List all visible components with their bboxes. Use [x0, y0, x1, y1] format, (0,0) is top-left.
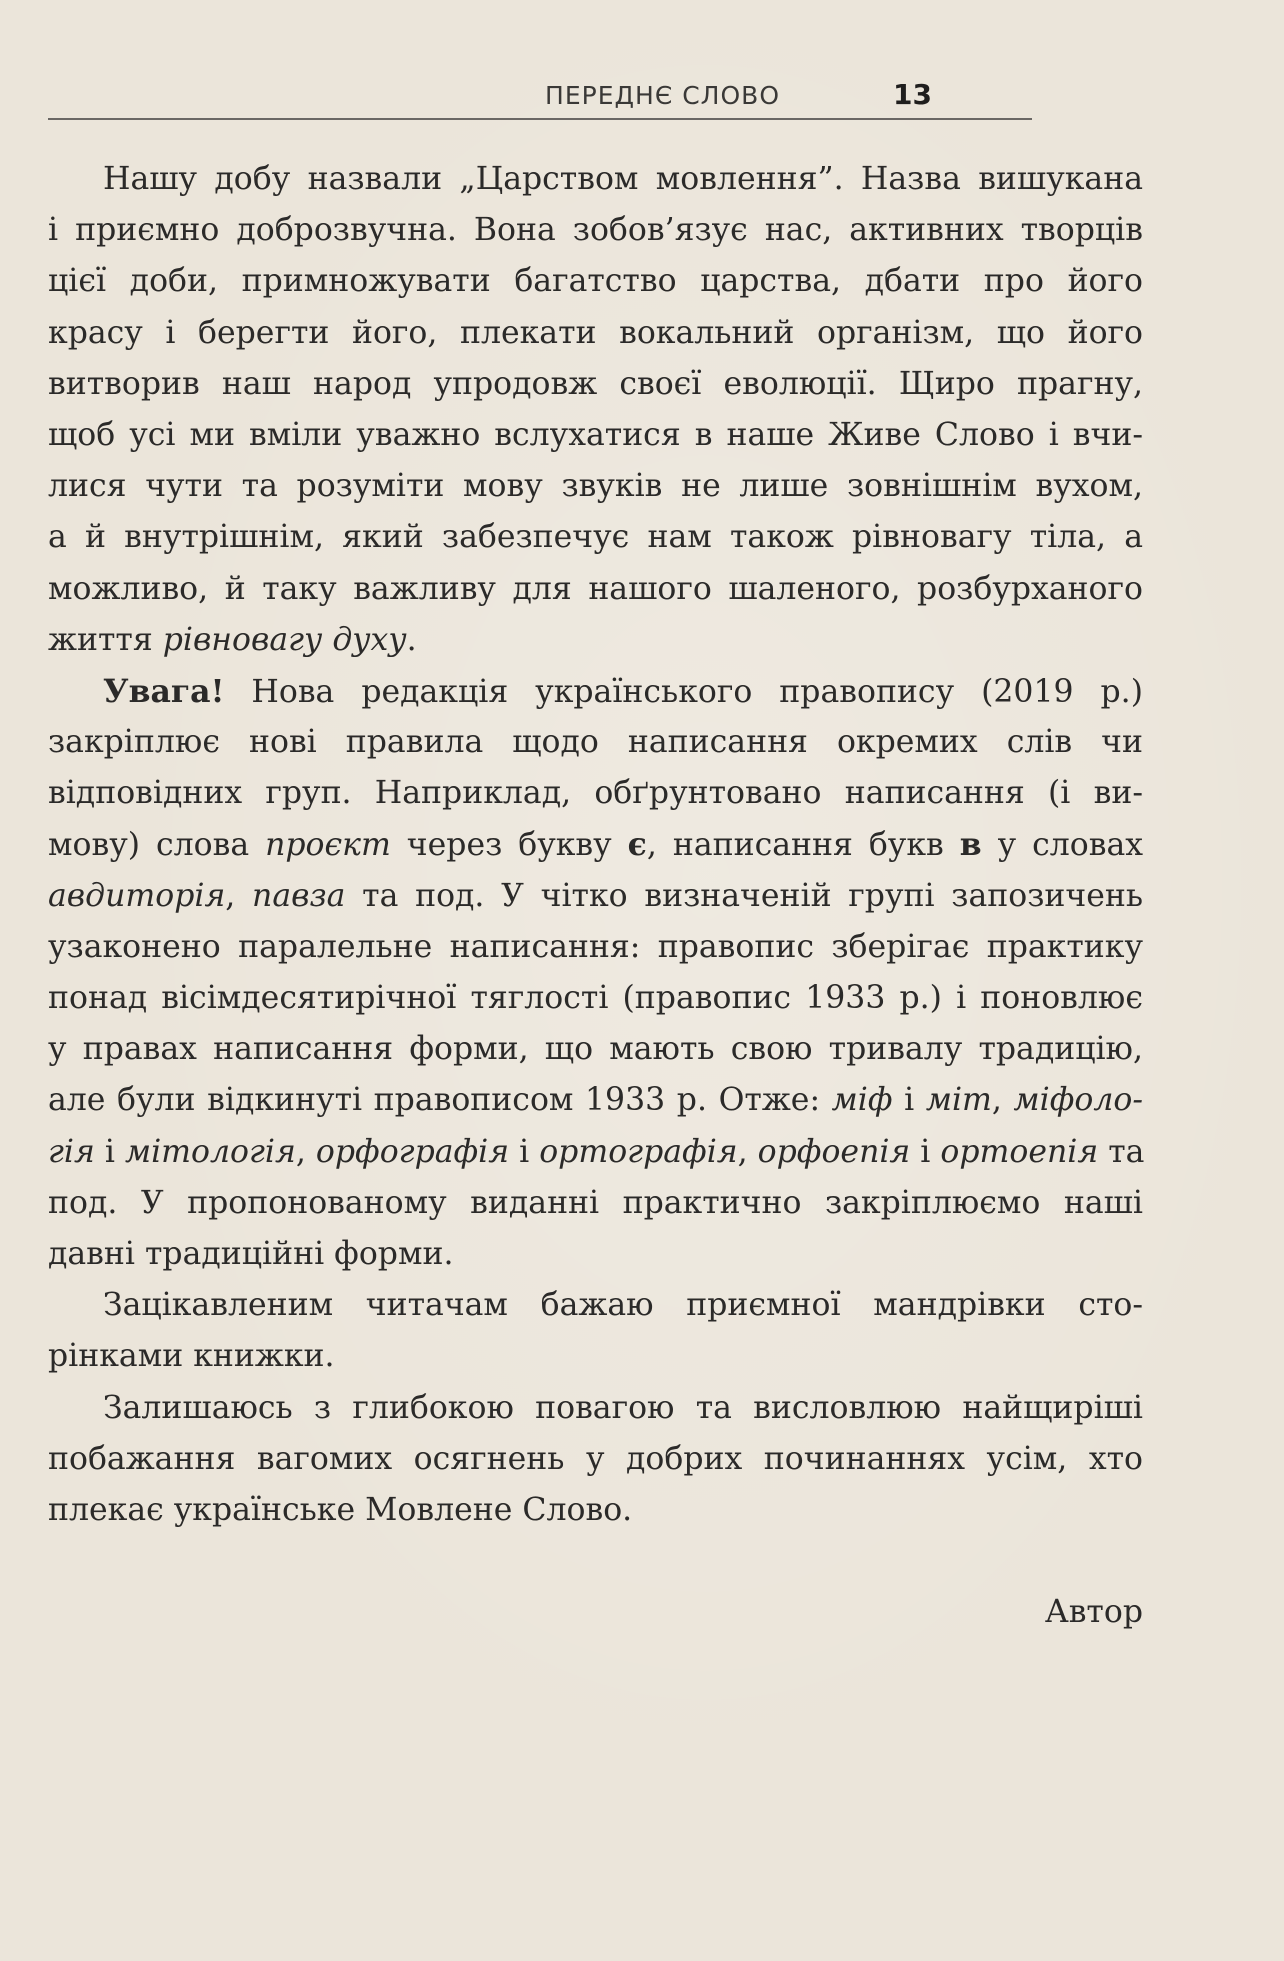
text-line: побажання вагомих осягнень у добрих починаннях усім, хто	[48, 1440, 1143, 1477]
italic-phrase: рівновагу духу	[162, 621, 407, 658]
body-text	[48, 154, 1143, 1638]
text-line: і приємно доброзвучна. Вона зобов’язує нас, активних творців	[48, 212, 1143, 249]
text-line: Нашу добу назвали „Царством мовлення”. Назва вишукана	[103, 161, 1143, 197]
text-line: понад вісімдесятирічної тяглості (правопис 1933 р.) і поновлює	[48, 980, 1143, 1016]
section-title: ПЕРЕДНЄ СЛОВО	[545, 81, 780, 110]
spacer	[48, 1536, 1143, 1587]
author-signature: Автор	[1044, 1594, 1143, 1631]
text-line: Зацікавленим читачам бажаю приємної мандрівки сто-	[103, 1287, 1143, 1324]
text-line: авдиторія, павза та под. У чітко визначеній групі запозичень	[48, 877, 1143, 914]
text-line: можливо, й таку важливу для нашого шаленого, розбурханого	[48, 570, 1143, 607]
text-line: красу і берегти його, плекати вокальний організм, що його	[48, 314, 1143, 351]
text-line: щоб усі ми вміли уважно вслухатися в наше Живе Слово і вчи-	[48, 416, 1143, 453]
attention-label: Увага!	[103, 672, 225, 710]
text-line: Залишаюсь з глибокою повагою та висловлюю найщиріші	[103, 1389, 1143, 1426]
text-line: гія і мітологія, орфографія і ортографія, орфоепія і ортоепія та	[48, 1133, 1145, 1170]
text-line: але були відкинуті правописом 1933 р. Отже: міф і міт, міфоло-	[48, 1082, 1143, 1119]
text-line: рінками книжки.	[48, 1338, 335, 1375]
text-line: витворив наш народ упродовж своєї еволюції. Щиро прагну,	[48, 365, 1143, 402]
text-line: под. У пропонованому виданні практично закріплюємо наші	[48, 1184, 1143, 1221]
text-line: у правах написання форми, що мають свою тривалу традицію,	[48, 1031, 1143, 1068]
text-line: а й внутрішнім, який забезпечує нам також рівновагу тіла, а	[48, 519, 1143, 556]
text-line: Увага! Нова редакція українського правопису (2019 р.)	[103, 672, 1143, 710]
text-line: давні традиційні форми.	[48, 1235, 454, 1272]
text-line: лися чути та розуміти мову звуків не лише зовнішнім вухом,	[48, 468, 1143, 505]
text-line: цієї доби, примножувати багатство царства, дбати про його	[48, 263, 1143, 300]
running-header	[48, 78, 1032, 120]
text-line: плекає українське Мовлене Слово.	[48, 1491, 633, 1528]
page-number: 13	[893, 78, 932, 111]
text-line: узаконено паралельне написання: правопис зберігає практику	[48, 928, 1143, 965]
text-line: мову) слова проєкт через букву є, написання букв в у словах	[48, 826, 1143, 864]
text-line: закріплює нові правила щодо написання окремих слів чи	[48, 724, 1143, 761]
text-line: відповідних груп. Наприклад, обґрунтовано написання (і ви-	[48, 775, 1143, 812]
header-rule	[48, 118, 1032, 120]
text-line: життя рівновагу духу.	[48, 621, 417, 658]
